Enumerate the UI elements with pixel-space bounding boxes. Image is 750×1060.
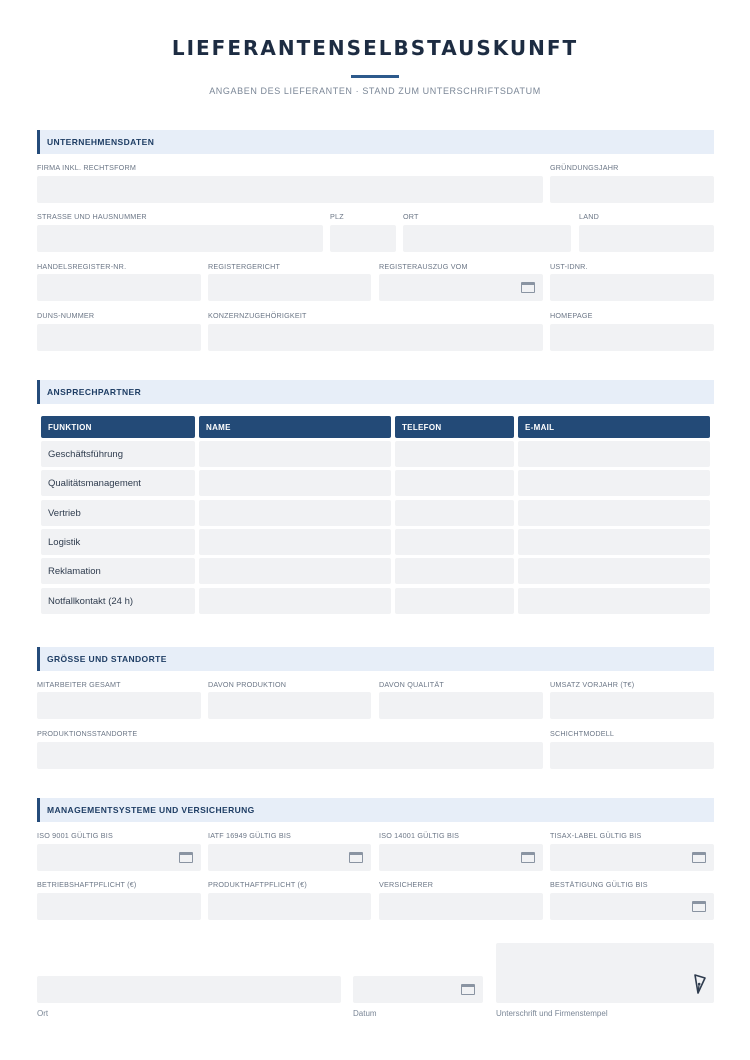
gruendung-field[interactable] — [550, 176, 714, 203]
contact-telefon-field[interactable] — [395, 588, 514, 614]
contact-row-label: Qualitätsmanagement — [41, 470, 195, 496]
contact-telefon-field[interactable] — [395, 470, 514, 496]
iso14001-label: ISO 14001 GÜLTIG BIS — [379, 831, 460, 840]
contact-telefon-field[interactable] — [395, 441, 514, 467]
ort-field[interactable] — [403, 225, 571, 252]
ustid-label: UST-IDNR. — [550, 262, 588, 271]
contact-telefon-field[interactable] — [395, 558, 514, 584]
mitarbeiter-label: MITARBEITER GESAMT — [37, 680, 121, 689]
section-contacts — [37, 380, 714, 404]
produkt-label: PRODUKTHAFTPFLICHT (€) — [208, 880, 307, 889]
versicherer-label: VERSICHERER — [379, 880, 434, 889]
table-header-email: E-MAIL — [518, 416, 710, 438]
contact-name-field[interactable] — [199, 529, 391, 555]
contact-row-label: Vertrieb — [41, 500, 195, 526]
contact-email-field[interactable] — [518, 558, 710, 584]
hrnr-label: HANDELSREGISTER-NR. — [37, 262, 127, 271]
gruendung-label: GRÜNDUNGSJAHR — [550, 163, 619, 172]
section-management — [37, 798, 714, 822]
contact-name-field[interactable] — [199, 558, 391, 584]
strasse-field[interactable] — [37, 225, 323, 252]
firma-label: FIRMA INKL. RECHTSFORM — [37, 163, 137, 172]
hrnr-field[interactable] — [37, 274, 201, 301]
section-title: ANSPRECHPARTNER — [47, 387, 142, 397]
signature-datum-field[interactable] — [353, 976, 483, 1003]
calendar-icon[interactable] — [521, 282, 535, 293]
qualitaet-field[interactable] — [379, 692, 543, 719]
iso9001-date-field[interactable] — [37, 844, 201, 871]
contact-row-label: Reklamation — [41, 558, 195, 584]
calendar-icon[interactable] — [349, 852, 363, 863]
contact-name-field[interactable] — [199, 470, 391, 496]
schicht-field[interactable] — [550, 742, 714, 769]
konzern-label: KONZERNZUGEHÖRIGKEIT — [208, 311, 307, 320]
betrieb-field[interactable] — [37, 893, 201, 920]
auszug-date-field[interactable] — [379, 274, 543, 301]
umsatz-label: UMSATZ VORJAHR (T€) — [550, 680, 635, 689]
signature-ort-field[interactable] — [37, 976, 341, 1003]
calendar-icon[interactable] — [461, 984, 475, 995]
land-field[interactable] — [579, 225, 714, 252]
konzern-field[interactable] — [208, 324, 543, 351]
strasse-label: STRASSE UND HAUSNUMMER — [37, 212, 147, 221]
signature-ort-label: Ort — [37, 1009, 49, 1018]
iatf-label: IATF 16949 GÜLTIG BIS — [208, 831, 292, 840]
bestaetigung-label: BESTÄTIGUNG GÜLTIG BIS — [550, 880, 648, 889]
title-divider — [351, 75, 399, 78]
signature-stamp-field[interactable] — [496, 943, 714, 1003]
calendar-icon[interactable] — [521, 852, 535, 863]
produktion-field[interactable] — [208, 692, 371, 719]
produkt-field[interactable] — [208, 893, 371, 920]
iso9001-label: ISO 9001 GÜLTIG BIS — [37, 831, 113, 840]
auszug-label: REGISTERAUSZUG VOM — [379, 262, 468, 271]
betrieb-label: BETRIEBSHAFTPFLICHT (€) — [37, 880, 137, 889]
tisax-label: TISAX-LABEL GÜLTIG BIS — [550, 831, 642, 840]
bestaetigung-date-field[interactable] — [550, 893, 714, 920]
plz-label: PLZ — [330, 212, 344, 221]
section-title: GRÖSSE UND STANDORTE — [47, 654, 167, 664]
table-header-funktion: FUNKTION — [41, 416, 195, 438]
contact-email-field[interactable] — [518, 441, 710, 467]
ort-label: ORT — [403, 212, 419, 221]
contact-name-field[interactable] — [199, 500, 391, 526]
schicht-label: SCHICHTMODELL — [550, 729, 615, 738]
section-size — [37, 647, 714, 671]
gericht-label: REGISTERGERICHT — [208, 262, 281, 271]
signature-datum-label: Datum — [353, 1009, 377, 1018]
iatf-date-field[interactable] — [208, 844, 371, 871]
contact-email-field[interactable] — [518, 588, 710, 614]
contact-row-label: Notfallkontakt (24 h) — [41, 588, 195, 614]
mitarbeiter-field[interactable] — [37, 692, 201, 719]
table-header-name: NAME — [199, 416, 391, 438]
calendar-icon[interactable] — [692, 901, 706, 912]
duns-field[interactable] — [37, 324, 201, 351]
table-header-telefon: TELEFON — [395, 416, 514, 438]
duns-label: DUNS-NUMMER — [37, 311, 95, 320]
gericht-field[interactable] — [208, 274, 371, 301]
contact-email-field[interactable] — [518, 500, 710, 526]
contact-email-field[interactable] — [518, 470, 710, 496]
document-subtitle: ANGABEN DES LIEFERANTEN · STAND ZUM UNTERSCHRIFTSDATUM — [209, 86, 541, 96]
qualitaet-label: DAVON QUALITÄT — [379, 680, 444, 689]
land-label: LAND — [579, 212, 599, 221]
contact-telefon-field[interactable] — [395, 529, 514, 555]
homepage-field[interactable] — [550, 324, 714, 351]
versicherer-field[interactable] — [379, 893, 543, 920]
contact-row-label: Logistik — [41, 529, 195, 555]
ustid-field[interactable] — [550, 274, 714, 301]
contact-name-field[interactable] — [199, 588, 391, 614]
section-title: UNTERNEHMENSDATEN — [47, 137, 155, 147]
contact-name-field[interactable] — [199, 441, 391, 467]
iso14001-date-field[interactable] — [379, 844, 543, 871]
produktion-label: DAVON PRODUKTION — [208, 680, 287, 689]
standorte-field[interactable] — [37, 742, 543, 769]
contact-email-field[interactable] — [518, 529, 710, 555]
document-title: LIEFERANTENSELBSTAUSKUNFT — [171, 36, 579, 60]
standorte-label: PRODUKTIONSSTANDORTE — [37, 729, 138, 738]
section-company — [37, 130, 714, 154]
plz-field[interactable] — [330, 225, 396, 252]
homepage-label: HOMEPAGE — [550, 311, 593, 320]
signature-stamp-label: Unterschrift und Firmenstempel — [496, 1009, 608, 1018]
tisax-date-field[interactable] — [550, 844, 714, 871]
calendar-icon[interactable] — [179, 852, 193, 863]
pen-icon — [692, 973, 708, 995]
umsatz-field[interactable] — [550, 692, 714, 719]
firma-field[interactable] — [37, 176, 543, 203]
section-title: MANAGEMENTSYSTEME UND VERSICHERUNG — [47, 805, 255, 815]
contact-row-label: Geschäftsführung — [41, 441, 195, 467]
contact-telefon-field[interactable] — [395, 500, 514, 526]
calendar-icon[interactable] — [692, 852, 706, 863]
